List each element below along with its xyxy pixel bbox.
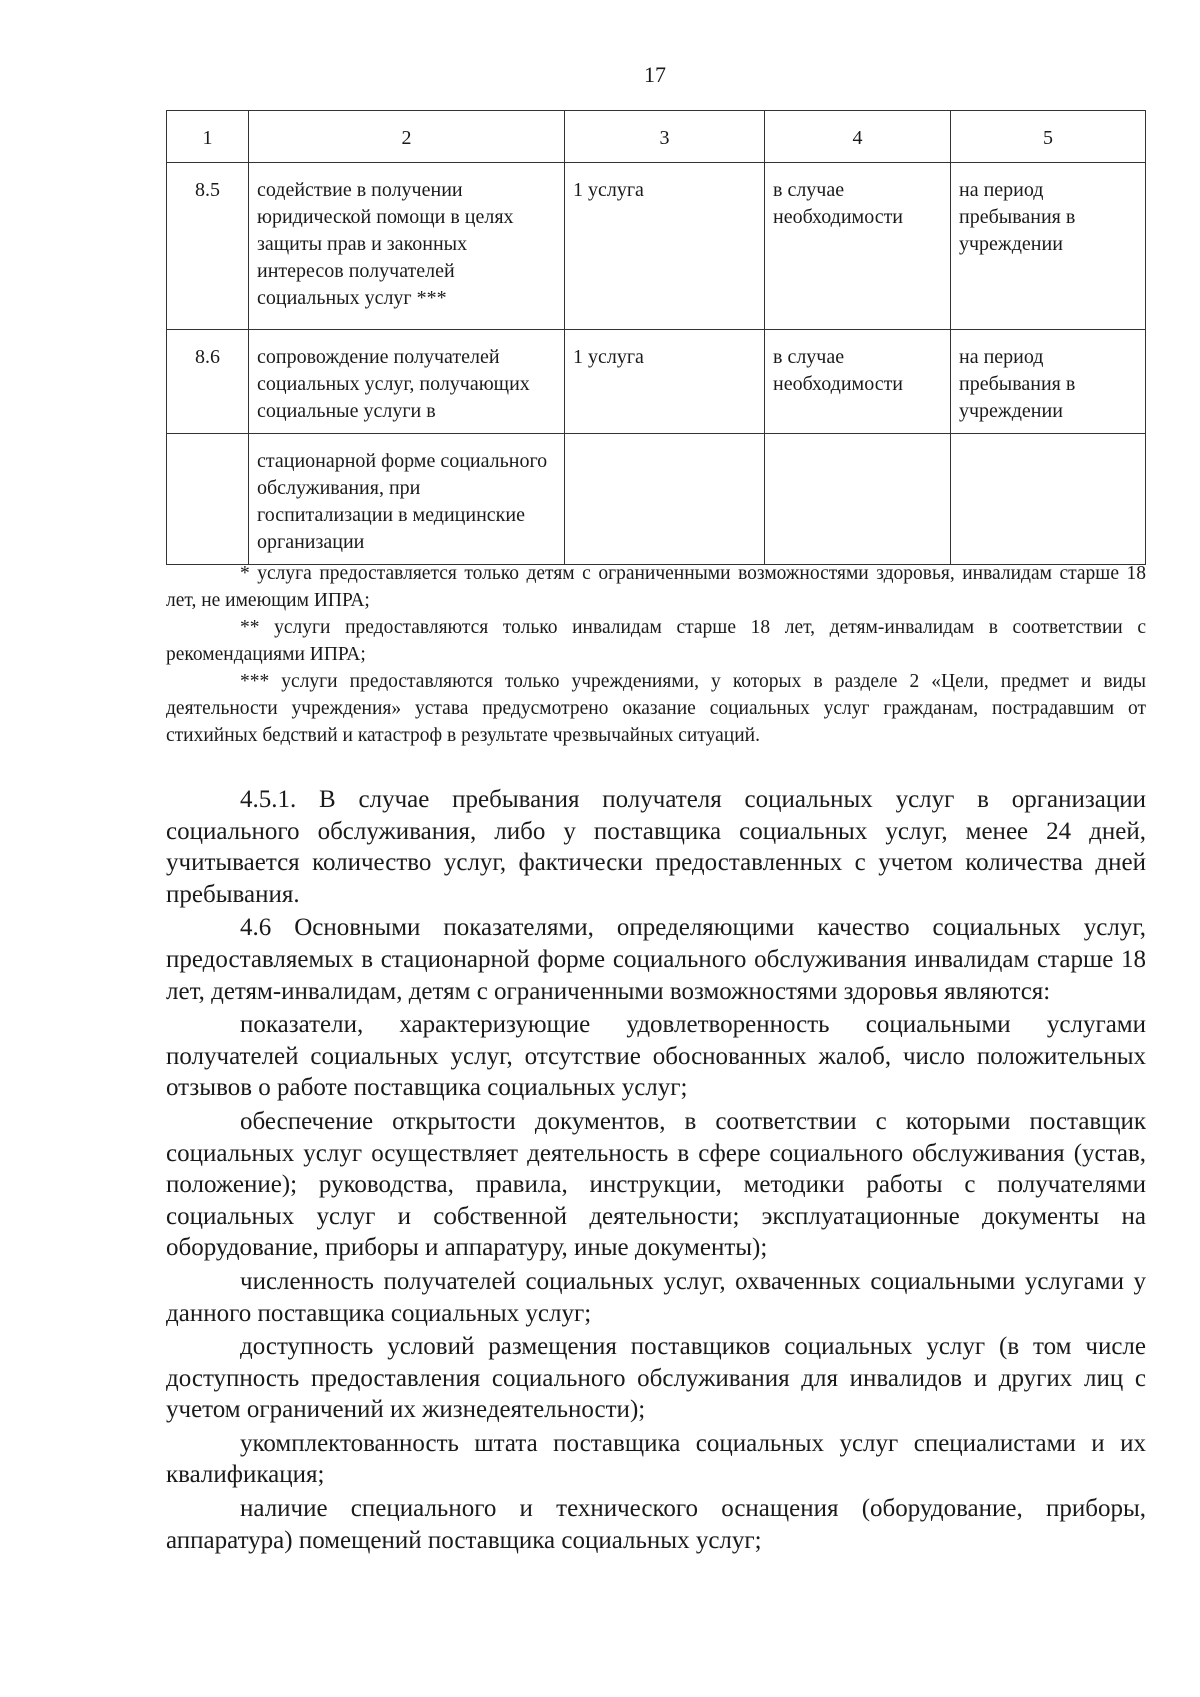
service-volume: 1 услуга (565, 330, 765, 434)
column-header: 5 (951, 111, 1146, 163)
footnote: *** услуги предоставляются только учреждениями, у которых в разделе 2 «Цели, предмет и виды деятельности учреждения» устава предусмотрено оказание социальных услуг гражданам, пострадавшим от стихийных бедствий и катастроф в результате чрезвычайных ситуаций. (166, 671, 1146, 746)
row-number: 8.5 (167, 163, 249, 330)
column-header: 3 (565, 111, 765, 163)
service-period (951, 434, 1146, 565)
service-frequency: в случае необходимости (765, 163, 951, 330)
column-header: 1 (167, 111, 249, 163)
indicator-paragraph: показатели, характеризующие удовлетворенность социальными услугами получателей социальных услуг, отсутствие обоснованных жалоб, число положительных отзывов о работе поставщика социальных услуг; (166, 1011, 1146, 1102)
footnotes (166, 560, 1146, 749)
column-header: 4 (765, 111, 951, 163)
footnote: * услуга предоставляется только детям с ограниченными возможностями здоровья, инвалидам старше 18 лет, не имеющим ИПРА; (166, 563, 1146, 611)
table-row (167, 163, 1146, 330)
service-volume: 1 услуга (565, 163, 765, 330)
indicator-paragraph: укомплектованность штата поставщика социальных услуг специалистами и их квалификация; (166, 1429, 1146, 1489)
body-text (166, 780, 1146, 1556)
service-frequency: в случае необходимости (765, 330, 951, 434)
indicator-paragraph: доступность условий размещения поставщиков социальных услуг (в том числе доступность предоставления социального обслуживания для инвалидов и других лиц с учетом ограничений их жизнедеятельности); (166, 1333, 1146, 1424)
indicator-paragraph: численность получателей социальных услуг, охваченных социальными услугами у данного поставщика социальных услуг; (166, 1267, 1146, 1327)
paragraph-4-5-1: 4.5.1. В случае пребывания получателя социальных услуг в организации социального обслуживания, либо у поставщика социальных услуг, менее 24 дней, учитывается количество услуг, фактически предоставленных с учетом количества дней пребывания. (166, 786, 1146, 908)
row-number (167, 434, 249, 565)
service-name: сопровождение получателей социальных услуг, получающих социальные услуги в (249, 330, 565, 434)
table-header-row (167, 111, 1146, 163)
services-table (166, 110, 1146, 565)
row-number: 8.6 (167, 330, 249, 434)
indicator-paragraph: обеспечение открытости документов, в соответствии с которыми поставщик социальных услуг осуществляет деятельность в сфере социального обслуживания (устав, положение); руководства, правила, инструкции, методики работы с получателями социальных услуг и собственной деятельности; эксплуатационные документы на оборудование, приборы и аппаратуру, иные документы); (166, 1107, 1146, 1262)
indicator-paragraph: наличие специального и технического оснащения (оборудование, приборы, аппаратура) помещений поставщика социальных услуг; (166, 1495, 1146, 1554)
service-period: на период пребывания в учреждении (951, 330, 1146, 434)
footnote: ** услуги предоставляются только инвалидам старше 18 лет, детям-инвалидам в соответствии с рекомендациями ИПРА; (166, 617, 1146, 665)
service-name: стационарной форме социального обслуживания, при госпитализации в медицинские организации (249, 434, 565, 565)
service-frequency (765, 434, 951, 565)
service-period: на период пребывания в учреждении (951, 163, 1146, 330)
table-row-continuation (167, 434, 1146, 565)
table-row (167, 330, 1146, 434)
page-number: 17 (644, 62, 666, 87)
service-volume (565, 434, 765, 565)
column-header: 2 (249, 111, 565, 163)
service-name: содействие в получении юридической помощи в целях защиты прав и законных интересов получателей социальных услуг *** (249, 163, 565, 330)
paragraph-4-6: 4.6 Основными показателями, определяющими качество социальных услуг, предоставляемых в стационарной форме социального обслуживания инвалидам старше 18 лет, детям-инвалидам, детям с ограниченными возможностями здоровья являются: (166, 914, 1146, 1005)
